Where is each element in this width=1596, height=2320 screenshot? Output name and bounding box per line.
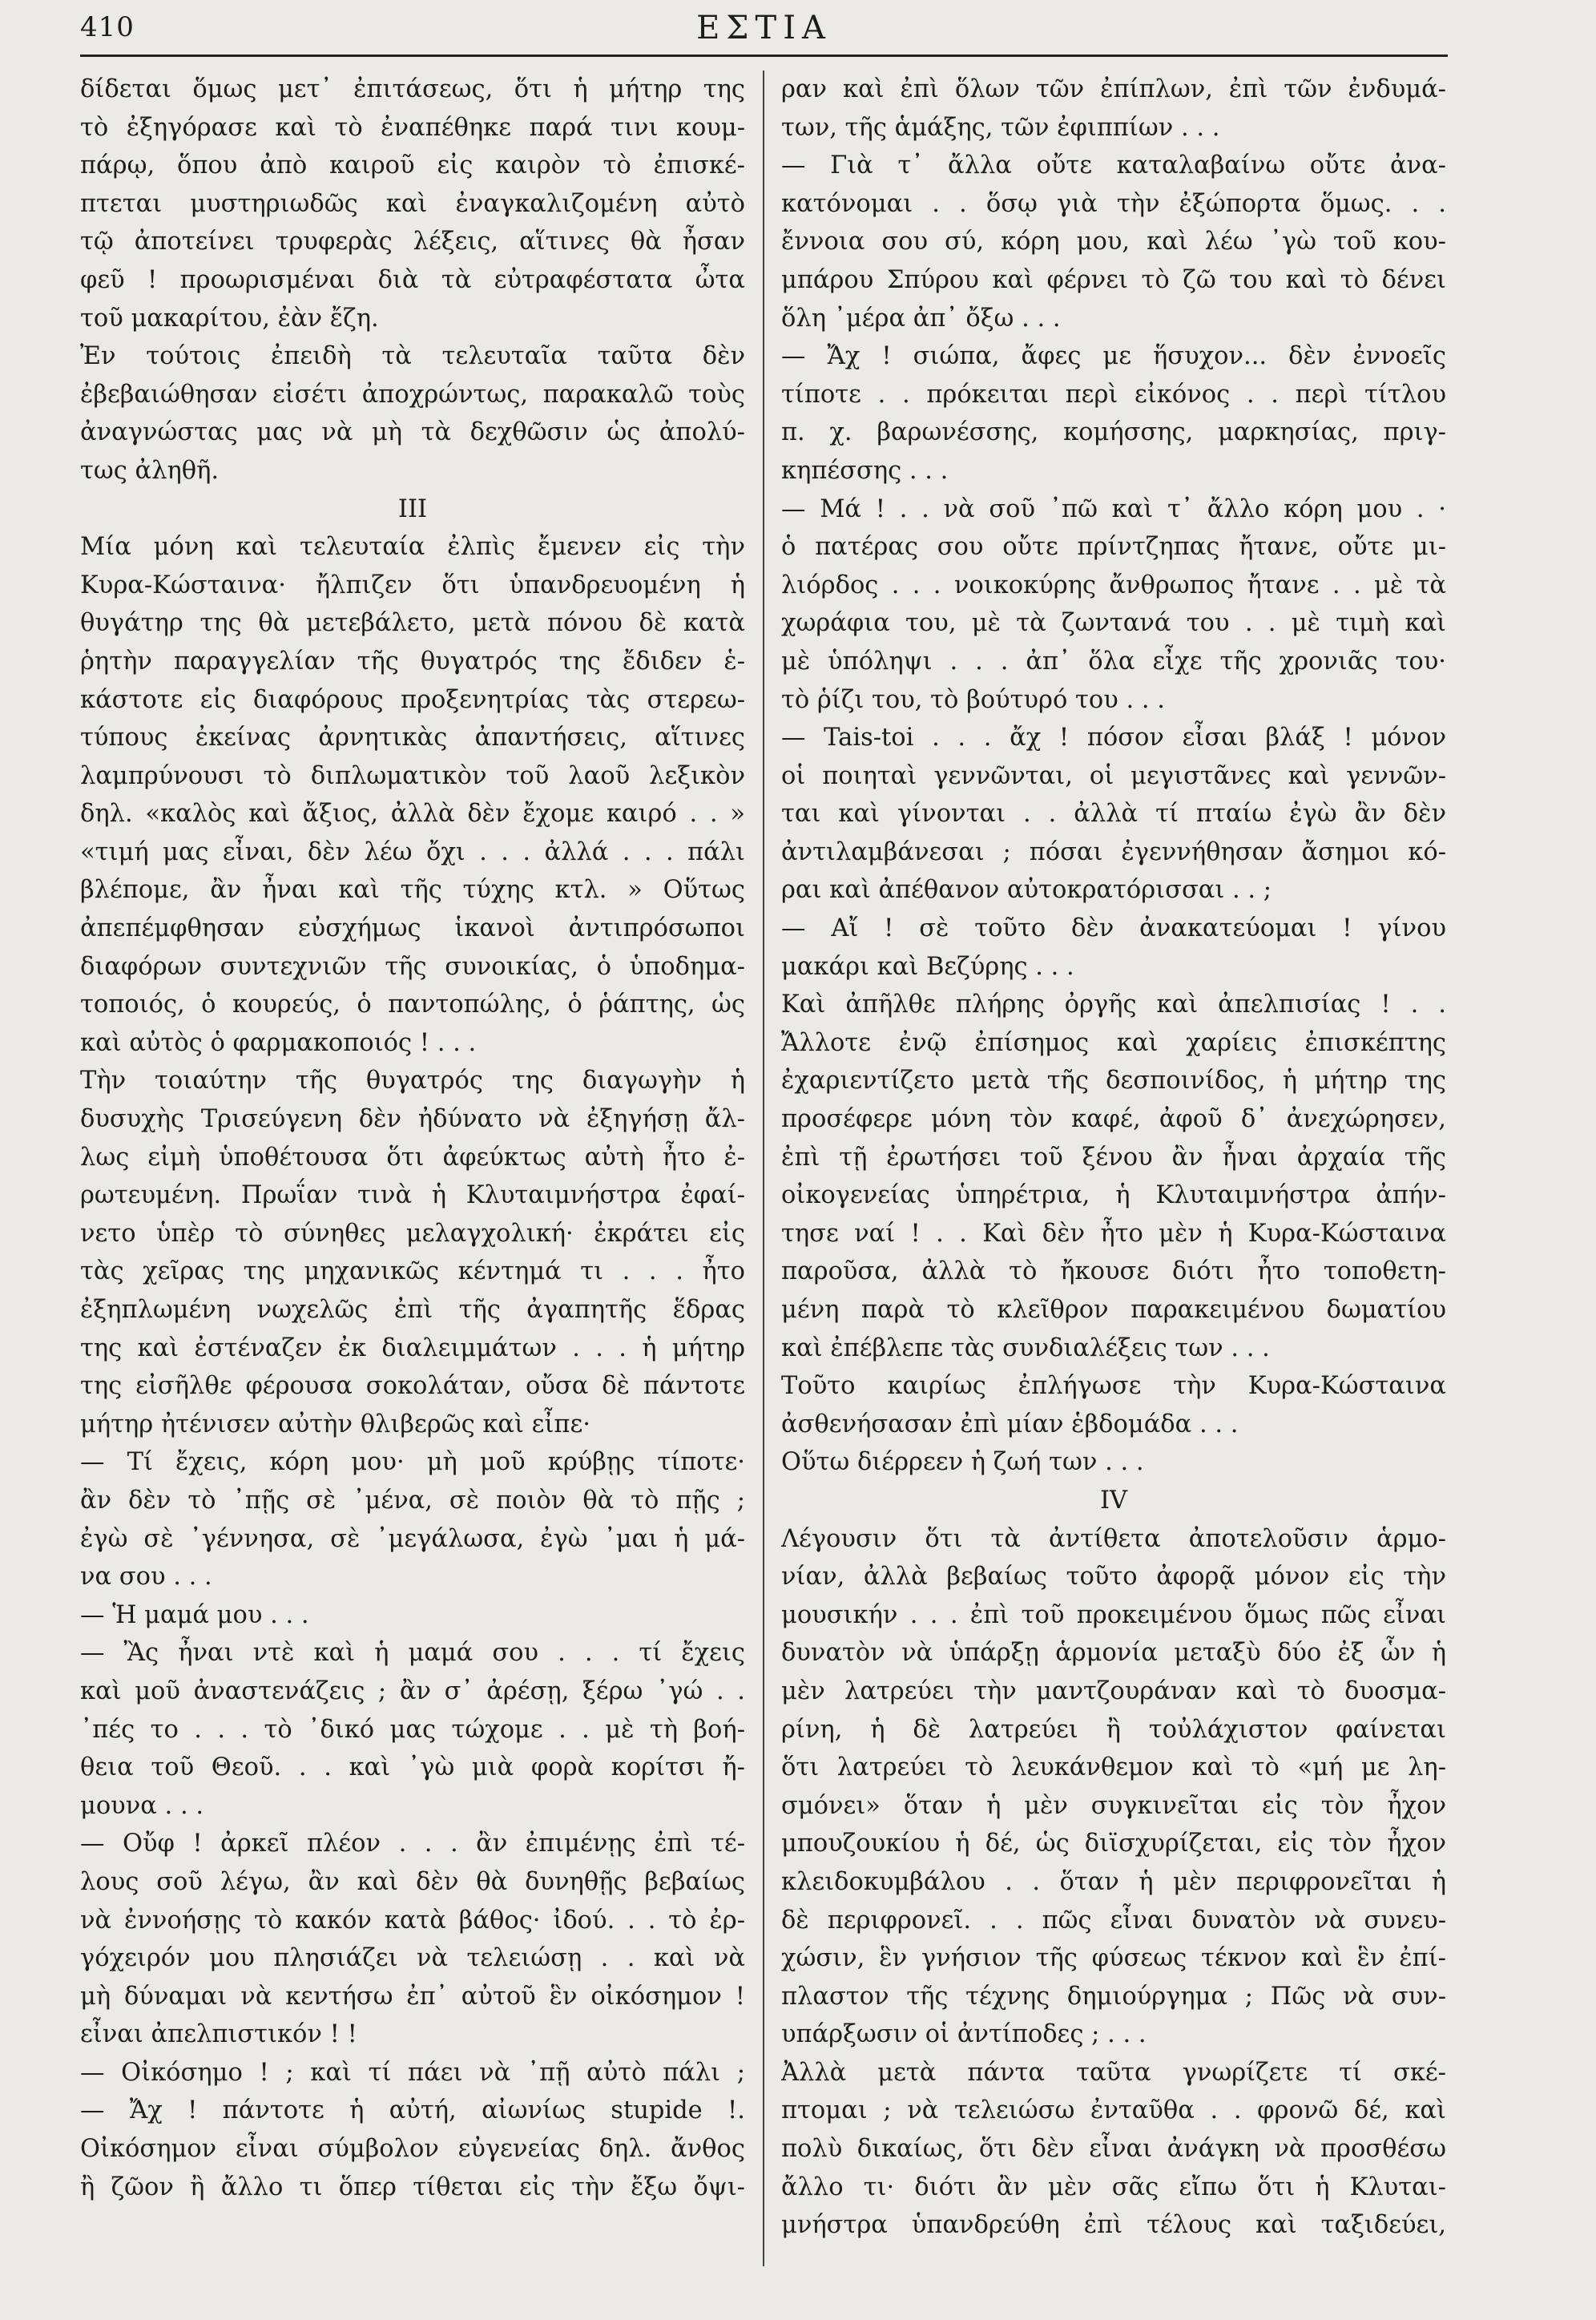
text-line: — Τί ἔχεις, κόρη μου· μὴ μοῦ κρύβῃς τίποτε· (80, 1448, 745, 1477)
text-line: Καὶ ἀπῆλθε πλήρης ὀργῆς καὶ ἀπελπισίας ! . . (781, 991, 1446, 1019)
right-column (781, 71, 1446, 2245)
text-line: ραι καὶ ἀπέθανον αὐτοκρατόρισσαι . . ; (781, 876, 1272, 905)
text-line: καὶ ἐπέβλεπε τὰς συνδιαλέξεις των . . . (781, 1333, 1270, 1362)
text-line: υπάρξωσιν οἱ ἀντίποδες ; . . . (781, 2020, 1147, 2049)
text-line: δὲ περιφρονεῖ. . . πῶς εἶναι δυνατὸν νὰ συνευ- (781, 1906, 1446, 1935)
text-line: — Tais-toi . . . ἄχ ! πόσον εἶσαι βλάξ ! μόνον (781, 724, 1446, 752)
text-line: ἀπεπέμφθησαν εὐσχήμως ἱκανοὶ ἀντιπρόσωποι (80, 914, 745, 943)
text-line: — Ἄχ ! πάντοτε ἡ αὐτή, αἰωνίως stupide !. (80, 2096, 745, 2125)
text-line: — Ἄχ ! σιώπα, ἄφες με ἥσυχον... δὲν ἐννοεῖς (781, 342, 1446, 371)
left-column (80, 71, 745, 2206)
text-line: μουνα . . . (80, 1791, 204, 1820)
section-heading: III (397, 494, 428, 523)
text-line: ᾽πές το . . . τὸ ᾽δικό μας τώχομε . . μὲ τὴ βοή- (80, 1715, 745, 1744)
text-line: οἱ ποιηταὶ γεννῶνται, οἱ μεγιστᾶνες καὶ γεννῶν- (781, 761, 1446, 790)
text-line: Τὴν τοιαύτην τῆς θυγατρός της διαγωγὴν ἡ (80, 1067, 745, 1095)
text-line: ἄλλο τι· διότι ἂν μὲν σᾶς εἴπω ὅτι ἡ Κλυται- (781, 2173, 1446, 2201)
running-title: ΕΣΤΙΑ (696, 10, 832, 46)
text-line: — Οὔφ ! ἀρκεῖ πλέον . . . ἂν ἐπιμένῃς ἐπὶ τέ- (80, 1830, 745, 1858)
text-line: καὶ αὐτὸς ὁ φαρμακοποιός ! . . . (80, 1028, 477, 1057)
text-line: νίαν, ἀλλὰ βεβαίως τοῦτο ἀφορᾷ μόνον εἰς τὴν (781, 1563, 1446, 1592)
text-line: πλαστον τῆς τέχνης δημιούργημα ; Πῶς νὰ συν- (781, 1982, 1446, 2011)
text-line: βλέπομε, ἂν ἦναι καὶ τῆς τύχης κτλ. » Οὕτως (80, 876, 745, 905)
text-line: Οὕτω διέρρεεν ἡ ζωή των . . . (781, 1448, 1144, 1477)
text-line: διαφόρων συντεχνιῶν τῆς συνοικίας, ὁ ὑποδημα- (80, 952, 745, 981)
text-line: χωράφια του, μὲ τὰ ζωντανά του . . μὲ τιμὴ καὶ (781, 609, 1446, 638)
text-line: ἔννοια σου σύ, κόρη μου, καὶ λέω ᾽γὼ τοῦ κου- (781, 228, 1446, 256)
text-line: πτομαι ; νὰ τελειώσω ἐνταῦθα . . φρονῶ δέ, καὶ (781, 2096, 1446, 2125)
text-line: μακάρι καὶ Βεζύρης . . . (781, 952, 1074, 981)
text-line: ραν καὶ ἐπὶ ὅλων τῶν ἐπίπλων, ἐπὶ τῶν ἐνδυμά- (781, 75, 1446, 103)
text-line: τὸ ἐξηγόρασε καὶ τὸ ἐναπέθηκε παρά τινι κουμ- (80, 113, 745, 142)
text-line: της καὶ ἐστέναζεν ἐκ διαλειμμάτων . . . ἡ μήτηρ (80, 1333, 745, 1362)
text-line: ἐξηπλωμένη νωχελῶς ἐπὶ τῆς ἀγαπητῆς ἕδρας (80, 1296, 745, 1324)
text-line: — Μά ! . . νὰ σοῦ ᾽πῶ καὶ τ᾽ ἄλλο κόρη μου . · (781, 494, 1446, 523)
text-line: κηπέσσης . . . (781, 456, 949, 485)
text-line: ἀντιλαμβάνεσαι ; πόσαι ἐγεννήθησαν ἄσημοι κό- (781, 837, 1446, 866)
text-line: ρωτευμένη. Πρωΐαν τινὰ ἡ Κλυταιμνήστρα ἐφαί- (80, 1181, 745, 1210)
text-line: — Γιὰ τ᾽ ἄλλα οὔτε καταλαβαίνω οὔτε ἀνα- (781, 151, 1446, 180)
text-line: χώσιν, ἓν γνήσιον τῆς φύσεως τέκνον καὶ ἓν ἐπί- (781, 1944, 1446, 1973)
text-line: ῥητὴν παραγγελίαν τῆς θυγατρός της ἔδιδεν ἑ- (80, 647, 745, 676)
text-line: κάστοτε εἰς διαφόρους προξενητρίας τὰς στερεω- (80, 685, 745, 714)
text-line: μὲ ὑπόληψι . . . ἀπ᾽ ὅλα εἶχε τῆς χρονιᾶς του· (781, 647, 1446, 676)
text-line: ἐπὶ τῇ ἐρωτήσει τοῦ ξένου ἂν ἦναι ἀρχαία τῆς (781, 1143, 1446, 1172)
text-line: ἀσθενήσασαν ἐπὶ μίαν ἑβδομάδα . . . (781, 1410, 1239, 1438)
text-line: λαμπρύνουσι τὸ διπλωματικὸν τοῦ λαοῦ λεξικὸν (80, 761, 745, 790)
text-line: π. χ. βαρωνέσσης, κομήσσης, μαρκησίας, πριγ- (781, 418, 1446, 447)
text-line: μνήστρα ὑπανδρεύθη ἐπὶ τέλους καὶ ταξιδεύει, (781, 2211, 1446, 2240)
text-line: τὰς χεῖρας της μηχανικῶς κέντημά τι . . . ἦτο (80, 1257, 745, 1286)
text-line: μὴ δύναμαι νὰ κεντήσω ἐπ᾽ αὐτοῦ ἓν οἰκόσημον ! (80, 1982, 745, 2011)
column-divider (763, 71, 764, 2266)
text-line: φεῦ ! προωρισμέναι διὰ τὰ εὐτραφέστατα ὦτα (80, 265, 745, 294)
text-line: μὲν λατρεύει τὴν μαντζουράναν καὶ τὸ δυοσμα- (781, 1676, 1446, 1705)
text-line: ται καὶ γίνονται . . ἀλλὰ τί πταίω ἐγὼ ἂν δὲν (781, 800, 1446, 829)
text-line: Τοῦτο καιρίως ἐπλήγωσε τὴν Κυρα-Κώσταινα (781, 1372, 1446, 1401)
text-line: — Ἂς ἦναι ντὲ καὶ ἡ μαμά σου . . . τί ἔχεις (80, 1639, 745, 1668)
text-line: τοῦ μακαρίτου, ἐὰν ἔζη. (80, 304, 379, 333)
text-line: νὰ ἐννοήσῃς τὸ κακόν κατὰ βάθος· ἰδού. . . τὸ ἐρ- (80, 1906, 745, 1935)
text-line: λιόρδος . . . νοικοκύρης ἄνθρωπος ἤτανε . . μὲ τὰ (781, 571, 1446, 599)
text-line: — Οἰκόσημο ! ; καὶ τί πάει νὰ ᾽πῇ αὐτὸ πάλι ; (80, 2058, 745, 2087)
text-line: ὅτι λατρεύει τὸ λευκάνθεμον καὶ τὸ «μή με λη- (781, 1753, 1446, 1782)
text-line: δηλ. «καλὸς καὶ ἄξιος, ἀλλὰ δὲν ἔχομε καιρό . . » (80, 800, 745, 829)
page-number: 410 (80, 11, 135, 43)
text-line: ἐχαριεντίζετο μετὰ τῆς δεσποινίδος, ἡ μήτηρ της (781, 1067, 1446, 1095)
text-line: οἰκογενείας ὑπηρέτρια, ἡ Κλυταιμνήστρα ἀπήν- (781, 1181, 1446, 1210)
text-line: «τιμή μας εἶναι, δὲν λέω ὄχι . . . ἀλλά . . . πάλι (80, 837, 745, 866)
text-line: της εἰσῆλθε φέρουσα σοκολάταν, οὔσα δὲ πάντοτε (80, 1372, 745, 1401)
text-line: πτεται μυστηριωδῶς καὶ ἐναγκαλιζομένη αὐτὸ (80, 189, 745, 218)
text-line: Ἄλλοτε ἐνῷ ἐπίσημος καὶ χαρίεις ἐπισκέπτης (781, 1028, 1446, 1057)
text-line: — Αἴ ! σὲ τοῦτο δὲν ἀνακατεύομαι ! γίνου (781, 914, 1446, 943)
text-line: Κυρα-Κώσταινα· ἤλπιζεν ὅτι ὑπανδρευομένη ἡ (80, 571, 745, 599)
text-line: Ἀλλὰ μετὰ πάντα ταῦτα γνωρίζετε τί σκέ- (781, 2058, 1446, 2087)
text-line: τύπους ἐκείνας ἀρνητικὰς ἀπαντήσεις, αἵτινες (80, 724, 745, 752)
text-line: ἀναγνώστας μας νὰ μὴ τὰ δεχθῶσιν ὡς ἀπολύ- (80, 418, 745, 447)
text-line: Οἰκόσημον εἶναι σύμβολον εὐγενείας δηλ. ἄνθος (80, 2135, 745, 2164)
text-line: ἂν δὲν τὸ ᾽πῇς σὲ ᾽μένα, σὲ ποιὸν θὰ τὸ πῇς ; (80, 1486, 745, 1515)
text-line: ὅλη ᾽μέρα ἀπ᾽ ὄξω . . . (781, 304, 1061, 333)
text-line: των, τῆς ἁμάξης, τῶν ἐφιππίων . . . (781, 113, 1220, 142)
text-line: θεια τοῦ Θεοῦ. . . καὶ ᾽γὼ μιὰ φορὰ κορίτσι ἤ- (80, 1753, 745, 1782)
text-line: σμόνει» ὅταν ἡ μὲν συγκινεῖται εἰς τὸν ἦχον (781, 1791, 1446, 1820)
text-line: προσέφερε μόνη τὸν καφέ, ἀφοῦ δ᾽ ἀνεχώρησεν, (781, 1105, 1446, 1134)
text-line: Μία μόνη καὶ τελευταία ἐλπὶς ἔμενεν εἰς τὴν (80, 533, 745, 562)
text-line: δυσυχὴς Τρισεύγενη δὲν ἠδύνατο νὰ ἐξηγήσῃ ἄλ- (80, 1105, 745, 1134)
text-line: ἐγὼ σὲ ᾽γέννησα, σὲ ᾽μεγάλωσα, ἐγὼ ᾽μαι ἡ μά- (80, 1524, 745, 1553)
text-line: γόχειρόν μου πλησιάζει νὰ τελειώσῃ . . καὶ νὰ (80, 1944, 745, 1973)
text-line: τίποτε . . πρόκειται περὶ εἰκόνος . . περὶ τίτλου (781, 380, 1446, 409)
text-line: τως ἀληθῆ. (80, 456, 220, 485)
text-line: να σου . . . (80, 1563, 212, 1592)
text-line: Ἐν τούτοις ἐπειδὴ τὰ τελευταῖα ταῦτα δὲν (80, 342, 745, 371)
text-line: ρίνη, ἡ δὲ λατρεύει ἢ τοὐλάχιστον φαίνεται (781, 1715, 1446, 1744)
text-line: πολὺ δικαίως, ὅτι δὲν εἶναι ἀνάγκη νὰ προσθέσω (781, 2135, 1446, 2164)
text-line: ὁ πατέρας σου οὔτε πρίντζηπας ἤτανε, οὔτε μι- (781, 533, 1446, 562)
section-heading: IV (1099, 1486, 1128, 1515)
text-line: κλειδοκυμβάλου . . ὅταν ἡ μὲν περιφρονεῖται ἡ (781, 1867, 1446, 1896)
text-line: δυνατὸν νὰ ὑπάρξῃ ἁρμονία μεταξὺ δύο ἐξ ὧν ἡ (781, 1639, 1446, 1668)
header-rule (80, 54, 1448, 57)
text-line: θυγάτηρ της θὰ μετεβάλετο, μετὰ πόνου δὲ κατὰ (80, 609, 745, 638)
text-line: νετο ὑπὲρ τὸ σύνηθες μελαγχολική· ἐκράτει εἰς (80, 1219, 745, 1248)
text-line: — Ἡ μαμά μου . . . (80, 1600, 309, 1629)
text-line: μουσικήν . . . ἐπὶ τοῦ προκειμένου ὅμως πῶς εἶναι (781, 1600, 1446, 1629)
page-header (80, 5, 1448, 51)
text-line: παροῦσα, ἀλλὰ τὸ ἤκουσε διότι ἦτο τοποθετη- (781, 1257, 1446, 1286)
text-line: Λέγουσιν ὅτι τὰ ἀντίθετα ἀποτελοῦσιν ἁρμο- (781, 1524, 1446, 1553)
text-line: λως εἰμὴ ὑποθέτουσα ὅτι ἀφεύκτως αὐτὴ ἦτο ἐ- (80, 1143, 745, 1172)
text-line: τησε ναί ! . . Καὶ δὲν ἦτο μὲν ἡ Κυρα-Κώσταινα (781, 1219, 1446, 1248)
text-line: κατόνομαι . . ὅσῳ γιὰ τὴν ἐξώπορτα ὅμως. . . (781, 189, 1446, 218)
text-line: τῷ ἀποτείνει τρυφερὰς λέξεις, αἵτινες θὰ ἦσαν (80, 228, 745, 256)
text-line: λους σοῦ λέγω, ἂν καὶ δὲν θὰ δυνηθῇς βεβαίως (80, 1867, 745, 1896)
text-line: ἢ ζῶον ἢ ἄλλο τι ὅπερ τίθεται εἰς τὴν ἔξω ὄψι- (80, 2173, 745, 2201)
text-line: τὸ ῥίζι του, τὸ βούτυρό του . . . (781, 685, 1165, 714)
text-line: μπάρου Σπύρου καὶ φέρνει τὸ ζῶ του καὶ τὸ δένει (781, 265, 1446, 294)
text-line: δίδεται ὅμως μετ᾽ ἐπιτάσεως, ὅτι ἡ μήτηρ της (80, 75, 745, 103)
text-line: μήτηρ ἠτένισεν αὐτὴν θλιβερῶς καὶ εἶπε· (80, 1410, 590, 1438)
text-line: εἶναι ἀπελπιστικόν ! ! (80, 2020, 357, 2049)
text-line: ἐβεβαιώθησαν εἰσέτι ἀποχρώντως, παρακαλῶ τοὺς (80, 380, 745, 409)
text-line: μπουζουκίου ἡ δέ, ὡς διϊσχυρίζεται, εἰς τὸν ἦχον (781, 1830, 1446, 1858)
text-line: τοποιός, ὁ κουρεύς, ὁ παντοπώλης, ὁ ῥάπτης, ὡς (80, 991, 745, 1019)
text-line: πάρῳ, ὅπου ἀπὸ καιροῦ εἰς καιρὸν τὸ ἐπισκέ- (80, 151, 745, 180)
text-line: καὶ μοῦ ἀναστενάζεις ; ἂν σ᾽ ἀρέσῃ, ξέρω ᾽γώ . . (80, 1676, 745, 1705)
text-line: μένη παρὰ τὸ κλεῖθρον παρακειμένου δωματίου (781, 1296, 1446, 1324)
